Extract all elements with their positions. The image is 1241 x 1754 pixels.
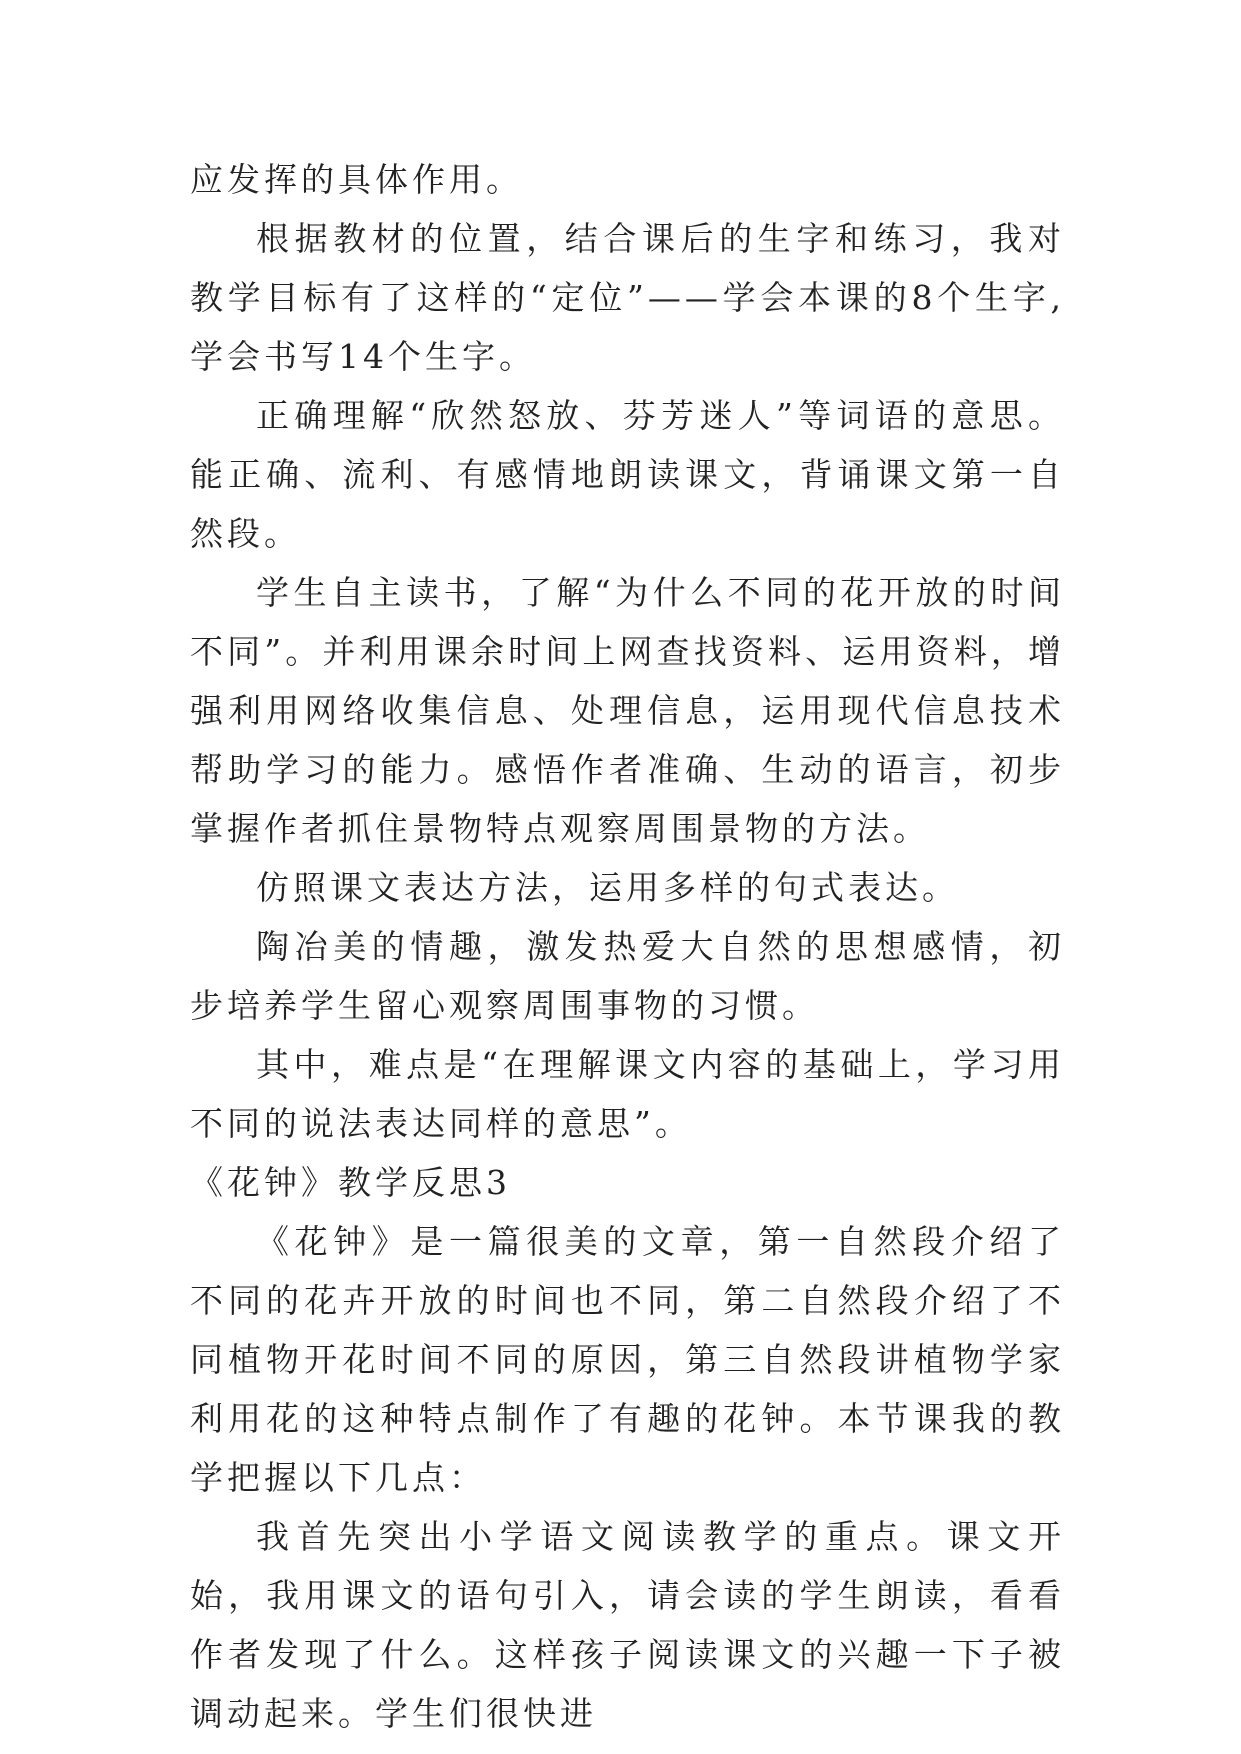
paragraph-reflection-point-one: 我首先突出小学语文阅读教学的重点。课文开始，我用课文的语句引入，请会读的学生朗读，看看作者发现了什么。这样孩子阅读课文的兴趣一下子被调动起来。学生们很快进 [190, 1517, 1065, 1733]
paragraph-emotion-goal: 陶冶美的情趣，激发热爱大自然的思想感情，初步培养学生留心观察周围事物的习惯。 [190, 927, 1065, 1025]
document-body [190, 150, 1065, 1743]
paragraph-vocabulary-goal: 正确理解“欣然怒放、芬芳迷人”等词语的意思。能正确、流利、有感情地朗读课文，背诵课文第一自然段。 [190, 396, 1065, 553]
paragraph-teaching-goals: 根据教材的位置，结合课后的生字和练习，我对教学目标有了这样的“定位”——学会本课的8个生字,学会书写14个生字。 [190, 219, 1065, 376]
paragraph-reflection-intro: 《花钟》是一篇很美的文章，第一自然段介绍了不同的花卉开放的时间也不同，第二自然段介绍了不同植物开花时间不同的原因，第三自然段讲植物学家利用花的这种特点制作了有趣的花钟。本节课我的教学把握以下几点： [190, 1222, 1065, 1497]
paragraph-expression-goal: 仿照课文表达方法，运用多样的句式表达。 [256, 868, 959, 907]
paragraph-reading-goal: 学生自主读书，了解“为什么不同的花开放的时间不同”。并利用课余时间上网查找资料、运用资料，增强利用网络收集信息、处理信息，运用现代信息技术帮助学习的能力。感悟作者准确、生动的语言，初步掌握作者抓住景物特点观察周围景物的方法。 [190, 573, 1065, 848]
paragraph-difficulty: 其中，难点是“在理解课文内容的基础上，学习用不同的说法表达同样的意思”。 [190, 1045, 1065, 1143]
section-heading: 《花钟》教学反思3 [190, 1163, 511, 1202]
paragraph-continuation: 应发挥的具体作用。 [190, 160, 523, 199]
